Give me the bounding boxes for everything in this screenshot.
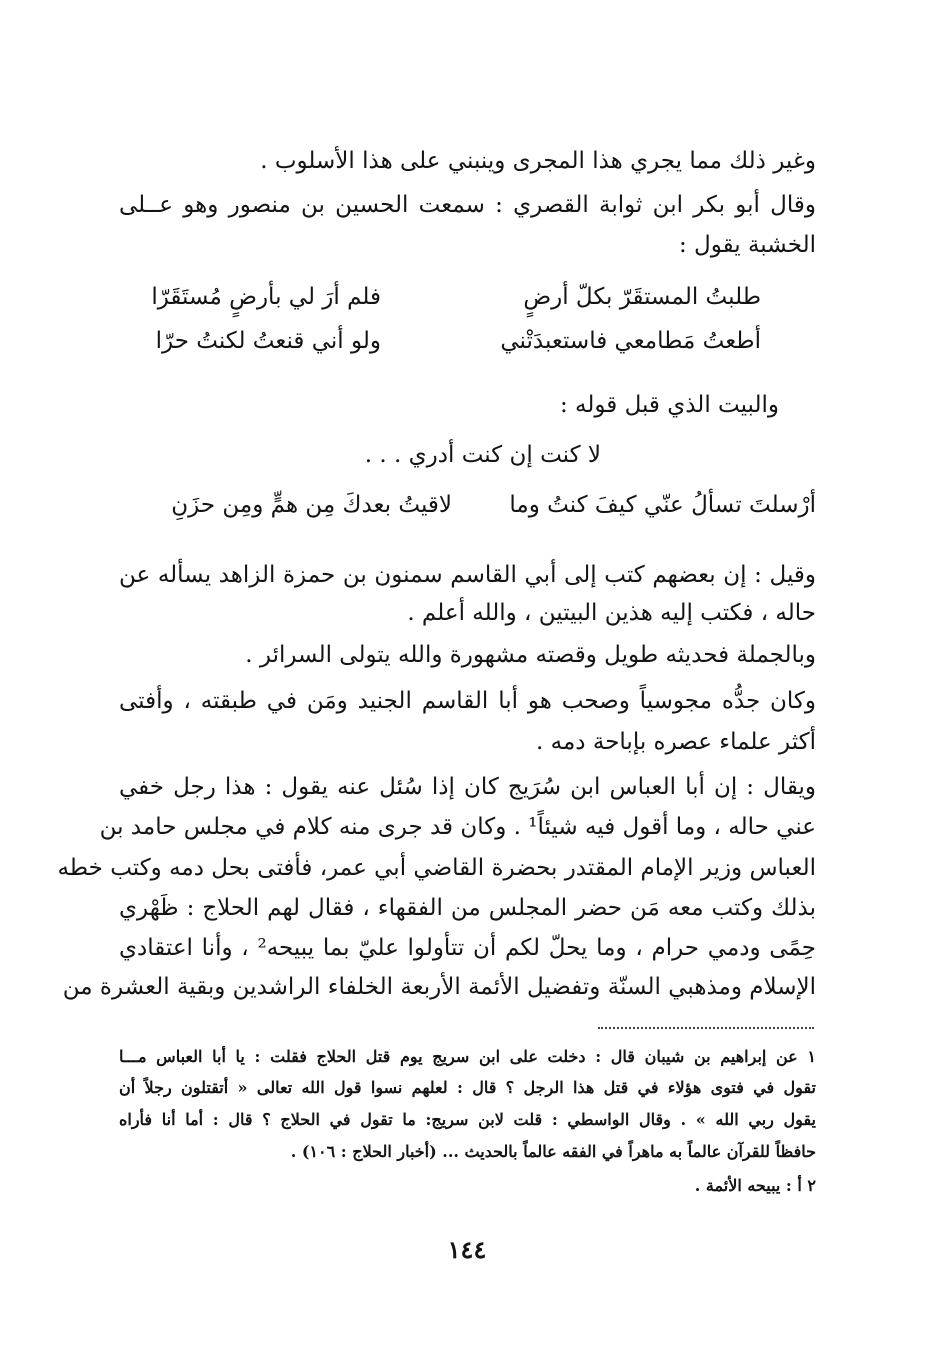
footnote-1-line-2: تقول في فتوى هؤلاء في قتل هذا الرجل ؟ قال : لعلهم نسوا قول الله تعالى « أتقتلون رجلاً أن (119, 1078, 816, 1097)
para-line-7: عني حاله ، وما أقول فيه شيئاً¹ . وكان قد جرى منه كلام في مجلس حامد بن (99, 814, 816, 840)
para-line-1: وقيل : إن بعضهم كتب إلى أبي القاسم سمنون بن حمزة الزاهد يسأله عن (119, 562, 816, 588)
body-line-3: الخشبة يقول : (678, 232, 816, 258)
para-line-4: وكان جدُّه مجوسياً وصحب هو أبا القاسم الجنيد ومَن في طبقته ، وأفتى (119, 688, 816, 714)
para-line-9: بذلك وكتب معه مَن حضر المجلس من الفقهاء ، فقال لهم الحلاج : ظَهْري (119, 895, 816, 921)
para-line-6: ويقال : إن أبا العباس ابن سُرَيج كان إذا سُئل عنه يقول : هذا رجل خفي (119, 774, 816, 800)
footnote-separator (598, 1027, 814, 1029)
poem1-line1-right-hemistich: طلبتُ المستقَرّ بكلّ أرضٍ (523, 284, 761, 310)
para-line-8: العباس وزير الإمام المقتدر بحضرة القاضي أبي عمر، فأفتى بحل دمه وكتب خطه (57, 855, 816, 881)
poem2-right-hemistich: أرْسلتَ تسألُ عنّي كيفَ كنتُ وما (509, 492, 816, 518)
poem2-hemistich: لا كنت إن كنت أدري . . . (364, 442, 601, 468)
poem2-left-hemistich: لاقيتُ بعدكَ مِن همٍّ ومِن حزَنِ (171, 492, 452, 518)
body-line-1: وغير ذلك مما يجري هذا المجرى وينبني على هذا الأسلوب . (260, 148, 816, 174)
footnote-1-line-3: يقول ربي الله » . وقال الواسطي : قلت لابن سريج: ما تقول في الحلاج ؟ قال : أما أنا فأراه (119, 1110, 816, 1129)
poem1-line1-left-hemistich: فلم أرَ لي بأرضٍ مُستَقَرّا (151, 284, 381, 310)
page-number: ١٤٤ (447, 1235, 487, 1264)
body-line-2: وقال أبو بكر ابن ثوابة القصري : سمعت الحسين بن منصور وهو عــلى (119, 192, 816, 218)
poem1-line2-right-hemistich: أطعتُ مَطامعي فاستعبدَتْني (500, 328, 761, 354)
para-line-5: أكثر علماء عصره بإباحة دمه . (536, 729, 816, 755)
poem1-line2-left-hemistich: ولو أني قنعتُ لكنتُ حرّا (155, 328, 381, 354)
para-line-11: الإسلام ومذهبي السنّة وتفضيل الأئمة الأربعة الخلفاء الراشدين وبقية العشرة من (62, 974, 816, 1000)
para-line-3: وبالجملة فحديثه طويل وقصته مشهورة والله يتولى السرائر . (245, 642, 816, 668)
footnote-1-line-1: ١ عن إبراهيم بن شيبان قال : دخلت على ابن سريج يوم قتل الحلاج فقلت : يا أبا العباس مـــا (119, 1047, 816, 1066)
para-line-10: حِمًى ودمي حرام ، وما يحلّ لكم أن تتأولوا عليّ بما يبيحه² ، وأنا اعتقادي (119, 935, 816, 961)
footnote-1-line-4: حافظاً للقرآن عالماً به ماهراً في الفقه عالماً بالحديث ... (أخبار الحلاج : ١٠٦) . (290, 1142, 816, 1161)
footnote-2: ٢ أ : يبيحه الأئمة . (694, 1176, 816, 1195)
body-line-after-poem: والبيت الذي قبل قوله : (559, 392, 779, 418)
para-line-2: حاله ، فكتب إليه هذين البيتين ، والله أعلم . (407, 600, 816, 626)
